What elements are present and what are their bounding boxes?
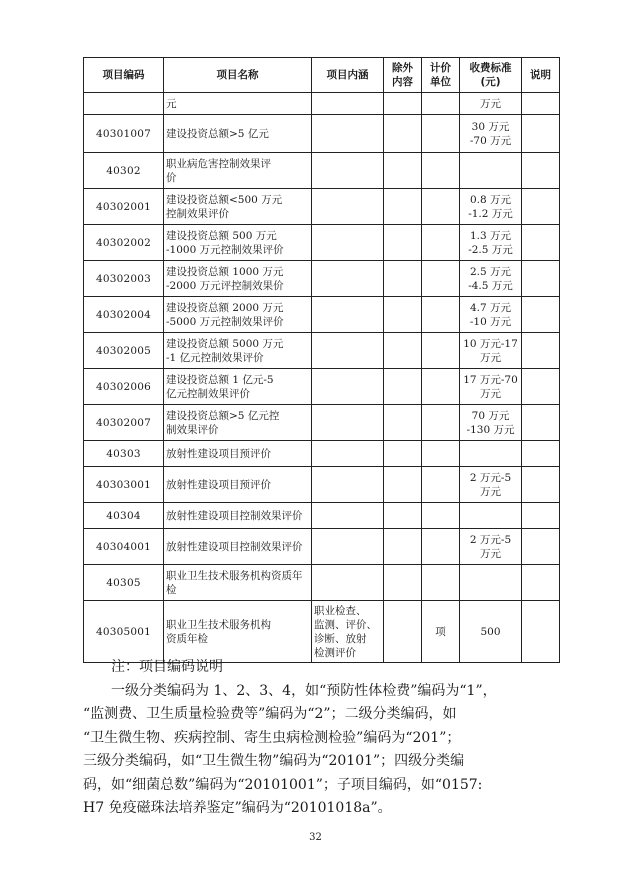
cell-name [164, 225, 312, 261]
cell-name [164, 153, 312, 189]
table-row [84, 297, 560, 333]
cell-fee-line: 4.7 万元 [469, 301, 512, 314]
cell-name [164, 369, 312, 405]
cell-note [522, 503, 560, 529]
header-except [384, 58, 422, 93]
cell-fee-line: 2 万元-5 [469, 533, 512, 546]
cell-name-line: 建设投资总额 500 万元 [166, 229, 277, 242]
cell-content [312, 467, 384, 503]
cell-content [312, 297, 384, 333]
cell-unit [422, 297, 460, 333]
cell-content [312, 153, 384, 189]
table-row [84, 405, 560, 441]
cell-note [522, 153, 560, 189]
cell-fee-line: 万元 [480, 485, 501, 498]
cell-name [164, 93, 312, 115]
cell-name [164, 405, 312, 441]
cell-content [312, 261, 384, 297]
table-row [84, 261, 560, 297]
header-unit-line1: 计价 [430, 62, 451, 74]
cell-code [84, 93, 164, 115]
cell-fee [460, 441, 522, 467]
cell-name-line: 放射性建设项目预评价 [166, 447, 271, 460]
cell-fee-line: -130 万元 [466, 423, 515, 436]
cell-fee [460, 405, 522, 441]
cell-name-line: 亿元控制效果评价 [166, 387, 250, 400]
table-row [84, 503, 560, 529]
cell-name-line: 建设投资总额>5 亿元 [166, 127, 269, 140]
cell-note [522, 405, 560, 441]
cell-name-line: 放射性建设项目控制效果评价 [166, 509, 303, 522]
table-row [84, 333, 560, 369]
cell-content-line: 检测评价 [314, 646, 356, 659]
cell-fee [460, 261, 522, 297]
cell-name-line: -1 亿元控制效果评价 [166, 351, 264, 364]
cell-fee [460, 601, 522, 663]
cell-code: 40302003 [84, 261, 164, 297]
cell-note [522, 467, 560, 503]
cell-name-line: 制效果评价 [166, 423, 219, 436]
cell-fee-line: 2 万元-5 [469, 471, 512, 484]
cell-name-line: 资质年检 [166, 632, 208, 645]
coding-notes [83, 656, 563, 821]
table-row [84, 225, 560, 261]
notes-line-2: “监测费、卫生质量检验费等”编码为“2”；二级分类编码，如 [83, 706, 457, 722]
cell-fee-line: 2.5 万元 [469, 265, 512, 278]
cell-except [384, 333, 422, 369]
cell-fee-line: 万元 [480, 547, 501, 560]
cell-fee-line: -2.5 万元 [468, 243, 513, 256]
cell-code: 40301007 [84, 115, 164, 153]
table-row [84, 369, 560, 405]
cell-name [164, 441, 312, 467]
cell-fee [460, 529, 522, 565]
header-name: 项目名称 [164, 58, 312, 93]
cell-note [522, 225, 560, 261]
cell-unit [422, 333, 460, 369]
cell-content [312, 405, 384, 441]
cell-name-line: -2000 万元评控制效果价 [166, 279, 284, 292]
cell-fee [460, 565, 522, 601]
cell-code: 40303001 [84, 467, 164, 503]
cell-except [384, 261, 422, 297]
cell-note [522, 333, 560, 369]
cell-unit [422, 441, 460, 467]
cell-code: 40305001 [84, 601, 164, 663]
table-row [84, 189, 560, 225]
header-fee-line1: 收费标准 [469, 62, 512, 74]
cell-except [384, 503, 422, 529]
cell-name-line: -5000 万元控制效果评价 [166, 315, 284, 328]
cell-code: 40302005 [84, 333, 164, 369]
cell-content-line: 监测、评价、 [314, 618, 377, 631]
cell-fee [460, 225, 522, 261]
cell-name [164, 261, 312, 297]
cell-except [384, 369, 422, 405]
cell-unit [422, 115, 460, 153]
cell-name-line: 职业卫生技术服务机构资质年 [166, 569, 303, 582]
table-row [84, 467, 560, 503]
cell-name-line: 控制效果评价 [166, 207, 229, 220]
cell-fee-line: 500 [480, 625, 501, 638]
cell-unit [422, 189, 460, 225]
cell-name-line: 价 [166, 171, 177, 184]
cell-name-line: -1000 万元控制效果评价 [166, 243, 284, 256]
cell-fee-line: -1.2 万元 [468, 207, 513, 220]
cell-fee [460, 189, 522, 225]
cell-name [164, 467, 312, 503]
cell-code: 40302002 [84, 225, 164, 261]
cell-name-line: 建设投资总额 1000 万元 [166, 265, 284, 278]
cell-name [164, 503, 312, 529]
cell-name-line: 建设投资总额 2000 万元 [166, 301, 284, 314]
cell-except [384, 297, 422, 333]
cell-content-line: 职业检查、 [314, 604, 367, 617]
cell-fee [460, 333, 522, 369]
notes-line-3: “卫生微生物、疾病控制、寄生虫病检测检验”编码为“201”； [83, 729, 461, 746]
table-row [84, 93, 560, 115]
table-header-row [84, 58, 560, 93]
cell-fee-line: 70 万元 [471, 409, 510, 422]
cell-name-line: 职业病危害控制效果评 [166, 157, 271, 170]
cell-name-line: 建设投资总额 1 亿元-5 [166, 373, 274, 386]
cell-note [522, 601, 560, 663]
cell-unit [422, 529, 460, 565]
cell-fee-line: 1.3 万元 [469, 229, 512, 242]
header-unit-line2: 单位 [430, 76, 451, 88]
cell-fee [460, 93, 522, 115]
table-body [84, 93, 560, 663]
notes-title: 注：项目编码说明 [111, 659, 223, 675]
cell-content [312, 601, 384, 663]
cell-name-line: 建设投资总额 5000 万元 [166, 337, 284, 350]
cell-unit [422, 503, 460, 529]
cell-note [522, 261, 560, 297]
cell-name-line: 建设投资总额<500 万元 [166, 193, 283, 206]
header-code: 项目编码 [84, 58, 164, 93]
cell-note [522, 529, 560, 565]
header-fee [460, 58, 522, 93]
cell-except [384, 153, 422, 189]
cell-name [164, 333, 312, 369]
cell-fee-line: 0.8 万元 [469, 193, 512, 206]
fee-table [83, 57, 560, 663]
table-row [84, 565, 560, 601]
cell-code: 40303 [84, 441, 164, 467]
header-except-line1: 除外 [392, 62, 413, 74]
cell-code: 40302001 [84, 189, 164, 225]
cell-content [312, 369, 384, 405]
cell-name [164, 529, 312, 565]
cell-code: 40304 [84, 503, 164, 529]
cell-unit [422, 93, 460, 115]
table-row [84, 529, 560, 565]
cell-fee-line: -4.5 万元 [468, 279, 513, 292]
cell-code: 40304001 [84, 529, 164, 565]
cell-name [164, 115, 312, 153]
cell-content [312, 441, 384, 467]
cell-name-line: 职业卫生技术服务机构 [166, 618, 271, 631]
cell-note [522, 565, 560, 601]
cell-note [522, 115, 560, 153]
cell-note [522, 93, 560, 115]
cell-code: 40302004 [84, 297, 164, 333]
cell-fee-line: 万元 [480, 387, 501, 400]
cell-content [312, 565, 384, 601]
cell-fee [460, 153, 522, 189]
cell-name [164, 189, 312, 225]
cell-except [384, 189, 422, 225]
cell-fee [460, 297, 522, 333]
table-row [84, 153, 560, 189]
header-content: 项目内涵 [312, 58, 384, 93]
page-number: 32 [309, 832, 322, 843]
cell-except [384, 601, 422, 663]
cell-unit: 项 [422, 601, 460, 663]
cell-except [384, 529, 422, 565]
cell-except [384, 441, 422, 467]
cell-fee-line: 万元 [480, 97, 501, 110]
cell-unit [422, 565, 460, 601]
cell-content-line: 诊断、放射 [314, 632, 367, 645]
cell-except [384, 405, 422, 441]
cell-fee-line: -10 万元 [469, 315, 512, 328]
cell-content [312, 503, 384, 529]
cell-unit [422, 225, 460, 261]
cell-name [164, 601, 312, 663]
cell-note [522, 189, 560, 225]
cell-fee [460, 369, 522, 405]
cell-note [522, 297, 560, 333]
cell-except [384, 115, 422, 153]
cell-fee-line: 10 万元-17 [463, 337, 518, 350]
header-note: 说明 [522, 58, 560, 93]
cell-name [164, 297, 312, 333]
notes-line-5: 码，如“细菌总数”编码为“20101001”；子项目编码，如“0157: [83, 776, 483, 793]
cell-content [312, 333, 384, 369]
cell-content [312, 529, 384, 565]
cell-fee-line: 万元 [480, 351, 501, 364]
cell-fee [460, 503, 522, 529]
cell-except [384, 467, 422, 503]
table-row [84, 601, 560, 663]
cell-except [384, 565, 422, 601]
cell-fee-line: -70 万元 [469, 134, 512, 147]
header-except-line2: 内容 [392, 76, 413, 88]
cell-code: 40305 [84, 565, 164, 601]
cell-fee [460, 467, 522, 503]
cell-note [522, 369, 560, 405]
notes-line-4: 三级分类编码，如“卫生微生物”编码为“20101”；四级分类编 [83, 753, 465, 769]
cell-content [312, 225, 384, 261]
cell-unit [422, 467, 460, 503]
cell-fee-line: 17 万元-70 [463, 373, 518, 386]
cell-note [522, 441, 560, 467]
header-fee-line2: (元) [480, 76, 501, 88]
cell-content [312, 115, 384, 153]
cell-code: 40302006 [84, 369, 164, 405]
cell-fee-line: 30 万元 [471, 120, 510, 133]
cell-code: 40302 [84, 153, 164, 189]
cell-content [312, 93, 384, 115]
cell-name-line: 放射性建设项目预评价 [166, 478, 271, 491]
notes-line-6: H7 免疫磁珠法培养鉴定”编码为“20101018a”。 [83, 800, 392, 816]
cell-fee [460, 115, 522, 153]
table-row [84, 115, 560, 153]
cell-name-line: 建设投资总额>5 亿元控 [166, 409, 280, 422]
cell-unit [422, 261, 460, 297]
cell-name-line: 检 [166, 583, 177, 596]
cell-unit [422, 153, 460, 189]
cell-name-line: 放射性建设项目控制效果评价 [166, 540, 303, 553]
header-unit [422, 58, 460, 93]
cell-unit [422, 369, 460, 405]
cell-except [384, 93, 422, 115]
cell-content [312, 189, 384, 225]
cell-name [164, 565, 312, 601]
notes-line-1: 一级分类编码为 1、2、3、4，如“预防性体检费”编码为“1”， [111, 682, 497, 699]
cell-name-line: 元 [166, 97, 177, 110]
cell-except [384, 225, 422, 261]
table-row [84, 441, 560, 467]
cell-code: 40302007 [84, 405, 164, 441]
cell-unit [422, 405, 460, 441]
